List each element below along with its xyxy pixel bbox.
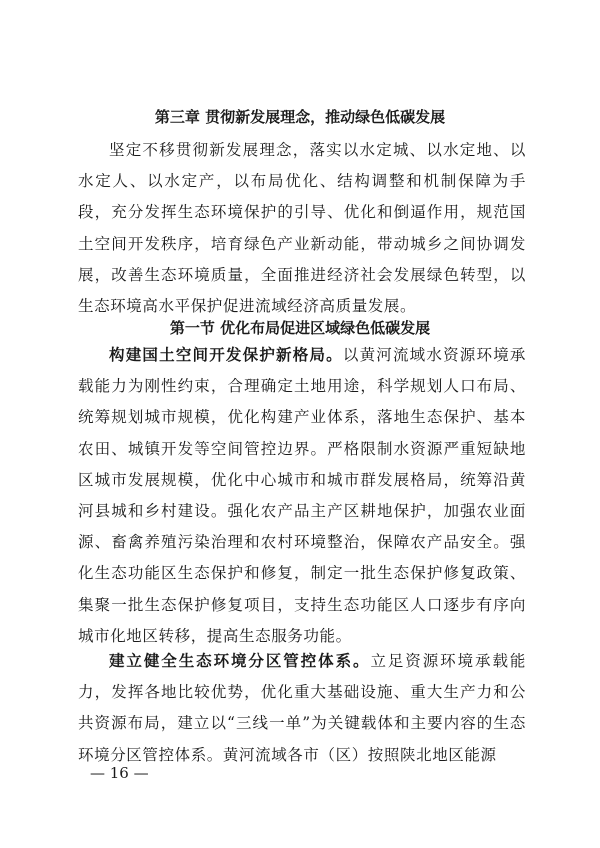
paragraph-text: 立足资源环境承载能力，发挥各地比较优势，优化重大基础设施、重大生产力和公共资源布局，建立以“三线一单”为关键载体和主要内容的生态环境分区管控体系。黄河流域各市（区）按照陕北地区能源: [78, 652, 526, 764]
paragraph-land-space: [78, 340, 526, 652]
paragraph-lead: 构建国土空间开发保护新格局。: [109, 346, 343, 364]
paragraph-lead: 建立健全生态环境分区管控体系。: [109, 652, 371, 670]
paragraph-zoning-control: [78, 646, 526, 771]
paragraph-text: 以黄河流域水资源环境承载能力为刚性约束，合理确定土地用途，科学规划人口布局、统筹规划城市规模，优化构建产业体系，落地生态保护、基本农田、城镇开发等空间管控边界。严格限制水资源严重短缺地区城市发展规模，优化中心城市和城市群发展格局，统筹沿黄河县城和乡村建设。强化农产品主产区耕地保护，加强农业面源、畜禽养殖污染治理和农村环境整治，保障农产品安全。强化生态功能区生态保护和修复，制定一批生态保护修复政策、集聚一批生态保护修复项目，支持生态功能区人口逐步有序向城市化地区转移，提高生态服务功能。: [78, 346, 526, 645]
section-title: 第一节 优化布局促进区域绿色低碳发展: [169, 319, 431, 337]
page-number: — 16 —: [90, 764, 149, 782]
chapter-title: 第三章 贯彻新发展理念，推动绿色低碳发展: [154, 108, 446, 126]
chapter-intro-paragraph: 坚定不移贯彻新发展理念，落实以水定城、以水定地、以水定人、以水定产，以布局优化、结构调整和机制保障为手段，充分发挥生态环境保护的引导、优化和倒逼作用，规范国土空间开发秩序，培育绿色产业新动能，带动城乡之间协调发展，改善生态环境质量，全面推进经济社会发展绿色转型，以生态环境高水平保护促进流域经济高质量发展。: [78, 141, 526, 316]
